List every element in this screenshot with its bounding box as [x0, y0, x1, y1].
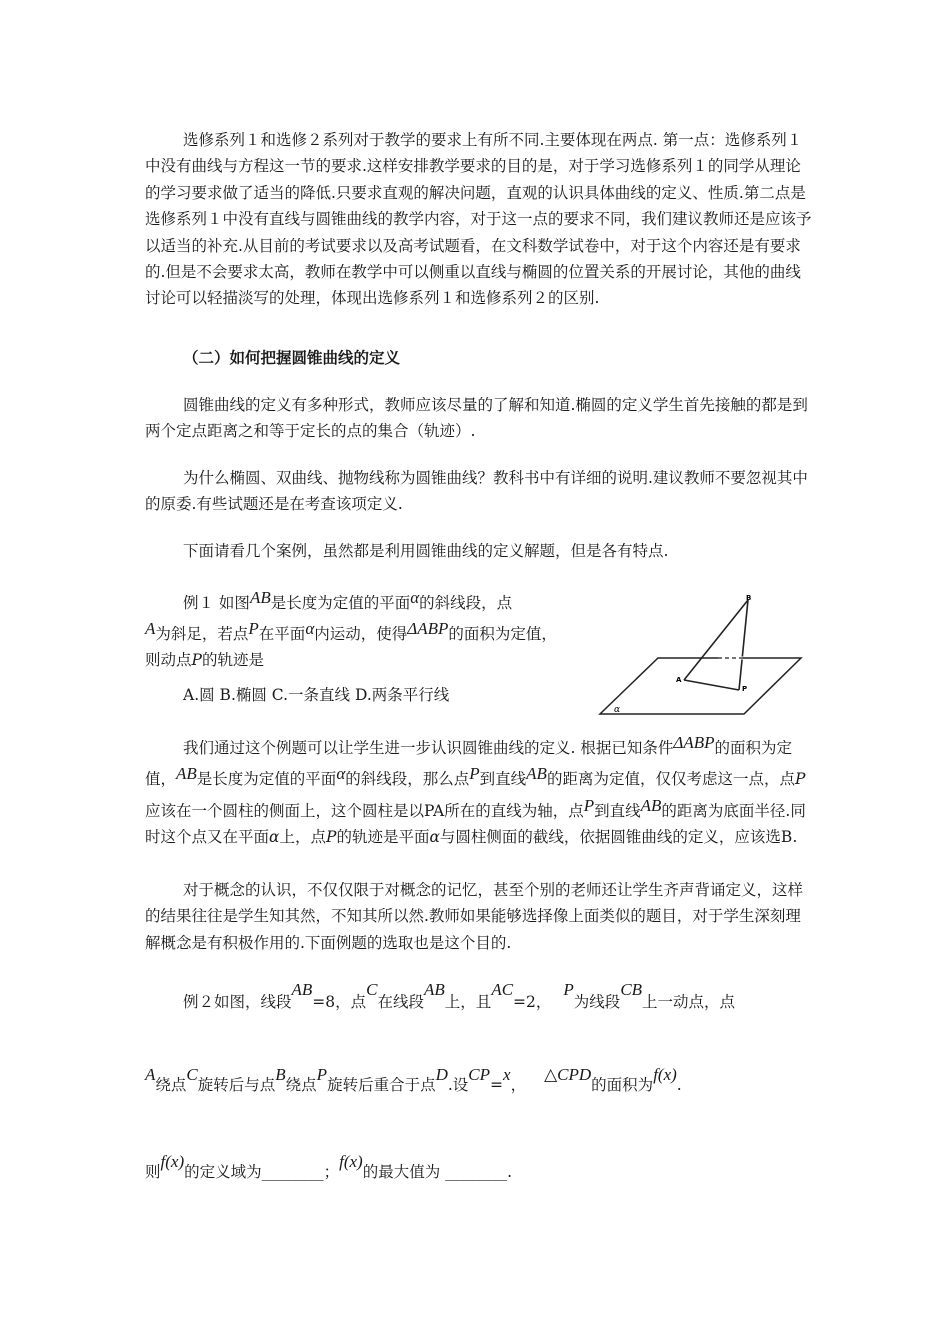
math-P: P [191, 651, 202, 669]
text: 在线段 [377, 993, 425, 1011]
segment-PB [739, 600, 748, 690]
math-alpha: α [336, 764, 346, 784]
text: 的轨迹是 [201, 651, 264, 669]
section-heading: （二）如何把握圆锥曲线的定义 [183, 349, 401, 367]
text: 例２如图，线段 [183, 993, 292, 1011]
text: 的轨迹是平面 [336, 828, 430, 847]
math-AB: AB [526, 764, 547, 784]
math-P: P [316, 1065, 328, 1084]
text: 为斜足，若点 [155, 625, 249, 643]
paragraph-2: 圆锥曲线的定义有多种形式，教师应该尽量的了解和知道.椭圆的定义学生首先接触的都是到两个定点距离之和等于定长的点的集合（轨迹）. [145, 396, 808, 441]
text: ， [510, 1076, 527, 1094]
math-AC: AC [491, 980, 514, 999]
math-D: D [435, 1065, 448, 1084]
math-P: P [248, 619, 259, 638]
text: 的斜线段，那么点 [345, 770, 470, 789]
paragraph-5 [145, 730, 815, 851]
text: 的斜线段，点 [419, 594, 513, 612]
text: 内运动，使得 [314, 625, 408, 643]
text: 到直线 [594, 801, 641, 820]
text: . [676, 1076, 682, 1094]
text: =8，点 [312, 993, 367, 1011]
text: 为线段 [573, 993, 621, 1011]
math-AB: AB [291, 980, 313, 999]
math-P: P [583, 795, 595, 815]
text: 旋转后重合于点 [327, 1076, 436, 1094]
text: 的定义域为________； [184, 1163, 340, 1181]
text: 的面积为定值， [145, 739, 793, 789]
text: 的面积为 [591, 1076, 654, 1094]
paragraph-1: 选修系列１和选修２系列对于教学的要求上有所不同.主要体现在两点. 第一点：选修系列１中没有曲线与方程这一节的要求.这样安排教学要求的目的是，对于学习选修系列１的同学从理论的学习要求做了适当的降低.只要求直观的解决问题，直观的认识具体曲线的定义、性质.第二点是选修系列１中没有直线与圆锥曲线的教学内容，对于这一点的要求不同，我们建议教师还是应该予以适当的补充.从目前的考试要求以及高考试题看，在文科数学试卷中，对于这个内容还是有要求的.但是不会要求太高，教师在教学中可以侧重以直线与椭圆的位置关系的开展讨论，其他的曲线讨论可以轻描淡写的处理，体现出选修系列１和选修系列２的区别. [145, 131, 812, 308]
text: 在平面 [258, 625, 306, 643]
math-P: P [326, 828, 337, 847]
math-triangle-ABP: ΔABP [673, 733, 715, 752]
math-A: A [145, 1065, 156, 1084]
math-alpha: α [305, 619, 315, 638]
example-1-text [145, 585, 565, 673]
text: 的距离为底面半径.同时这个点又在平面 [145, 801, 806, 847]
paragraph-4: 下面请看几个案例，虽然都是利用圆锥曲线的定义解题，但是各有特点. [183, 542, 669, 560]
text: =2， [513, 993, 552, 1011]
text: 绕点 [155, 1076, 187, 1094]
math-triangle-ABP: ΔABP [407, 619, 449, 638]
text: 例１ 如图 [183, 594, 250, 612]
math-alpha: α [410, 588, 420, 607]
paragraph-3: 为什么椭圆、双曲线、抛物线称为圆锥曲线？教科书中有详细的说明.建议教师不要忽视其中的原委.有些试题还是在考查该项定义. [145, 469, 808, 514]
math-fx: f(x) [653, 1065, 677, 1084]
text: = [490, 1076, 504, 1094]
example-1-options: A.圆 B.椭圆 C.一条直线 D.两条平行线 [183, 686, 450, 704]
text: 我们通过这个例题可以让学生进一步认识圆锥曲线的定义. 根据已知条件 [183, 739, 674, 757]
text: 的距离为定值，仅仅考虑这一点，点 [546, 770, 795, 789]
text: .设 [447, 1076, 469, 1094]
paragraph-6: 对于概念的认识，不仅仅限于对概念的记忆，甚至个别的老师还让学生齐声背诵定义，这样的结果往往是学生知其然，不知其所以然.教师如果能够选择像上面类似的题目，对于学生深刻理解概念是有积极作用的.下面例题的选取也是这个目的. [145, 881, 804, 952]
math-alpha: α [269, 828, 280, 847]
example-2-line-1 [183, 980, 735, 1012]
math-AB: AB [249, 588, 271, 607]
plane-alpha [600, 658, 801, 714]
example-2-line-2 [145, 1065, 682, 1095]
text: 的面积为定值，则动点 [145, 625, 557, 669]
math-CP: CP [468, 1065, 491, 1084]
math-alpha: α [429, 828, 440, 847]
label-B: B [746, 594, 752, 602]
math-fx: f(x) [160, 1152, 185, 1171]
math-P: P [469, 764, 480, 784]
text: 到直线 [479, 770, 527, 789]
math-P: P [563, 980, 574, 999]
math-x: x [503, 1065, 511, 1084]
math-fx: f(x) [339, 1152, 363, 1171]
text: 是长度为定值的平面 [196, 770, 337, 789]
math-B: B [275, 1065, 286, 1084]
math-A: A [145, 619, 156, 638]
math-AB: AB [424, 980, 445, 999]
example-2-line-3 [145, 1152, 512, 1182]
text: 旋转后与点 [197, 1076, 276, 1094]
label-A: A [676, 676, 682, 684]
text: 的最大值为 ________. [362, 1163, 513, 1181]
math-P: P [794, 770, 806, 789]
segment-AP [684, 680, 739, 690]
text: 上一动点，点 [642, 993, 736, 1011]
label-P: P [742, 685, 748, 693]
math-C: C [186, 1065, 198, 1084]
label-alpha: α [614, 705, 621, 715]
text: 绕点 [285, 1076, 317, 1094]
text: 上，且 [444, 993, 492, 1011]
math-CB: CB [620, 980, 643, 999]
text: 与圆柱侧面的截线，依据圆锥曲线的定义，应该选B. [439, 828, 798, 847]
math-AB: AB [176, 764, 197, 784]
text: 则 [145, 1163, 161, 1181]
text: 上，点 [279, 828, 326, 847]
math-AB: AB [640, 795, 662, 815]
text: 应该在一个圆柱的侧面上，这个圆柱是以PA所在的直线为轴，点 [145, 801, 584, 820]
math-C: C [366, 980, 378, 999]
math-triangle-CPD: △CPD [544, 1065, 592, 1084]
segment-AB [684, 600, 748, 680]
text: 是长度为定值的平面 [270, 594, 411, 612]
example-1-figure [596, 590, 806, 720]
